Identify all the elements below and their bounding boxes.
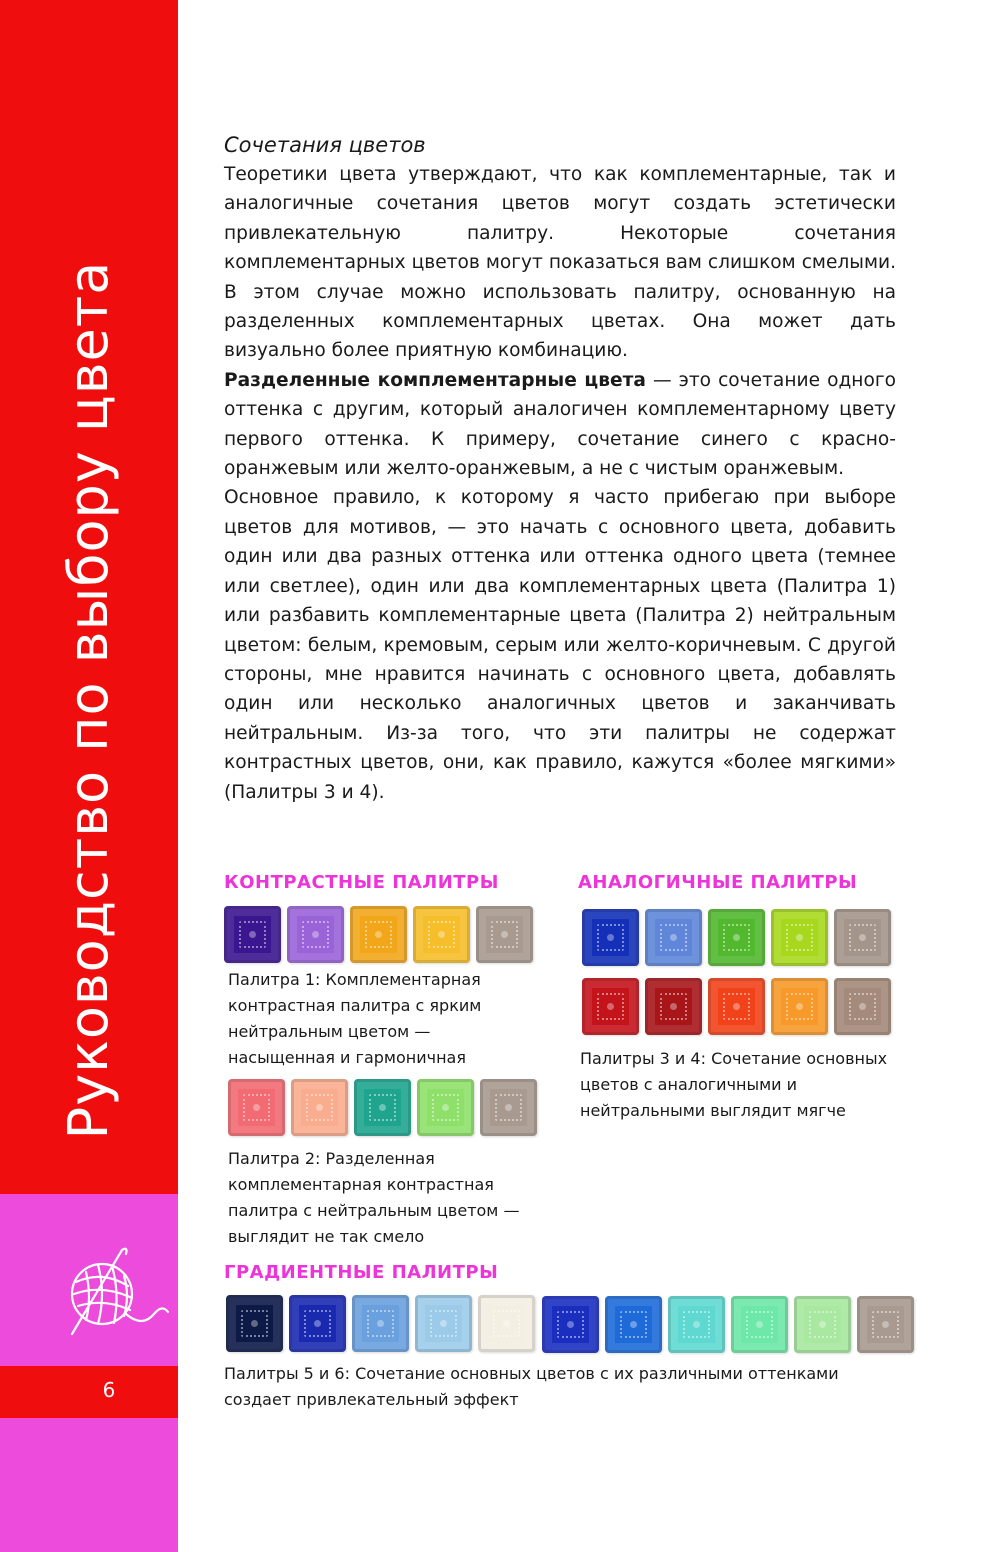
palette-1-caption: Палитра 1: Комплементарная контрастная палитра с ярким нейтральным цветом — насыщенная и гармоничная [228,970,482,1067]
crochet-square-swatch [645,909,702,966]
paragraph-1: Теоретики цвета утверждают, что как комплементарные, так и аналогичные сочетания цветов могут создать эстетически привлекательную палитру. Некоторые сочетания комплементарных цветов могут показаться вам слишком смелыми. В этом случае можно использовать палитру, основанную на разделенных комплементарных цветах. Она может дать визуально более приятную комбинацию. [224,164,896,362]
crochet-square-swatch [226,1295,283,1352]
crochet-square-swatch [771,978,828,1035]
sidebar-bottom-band [0,1418,178,1552]
palette-6-swatches [542,1296,914,1353]
crochet-square-swatch [668,1296,725,1353]
crochet-square-swatch [645,978,702,1035]
palette-34-caption: Палитры 3 и 4: Сочетание основных цветов с аналогичными и нейтральными выглядит мягче [580,1049,888,1120]
main-text-column [224,130,896,807]
paragraph-3: Основное правило, к которому я часто прибегаю при выборе цветов для мотивов, — это начать с основного цвета, добавить один или два разных оттенка или оттенка одного цвета (темнее или светлее), один или два комплементарных цвета (Палитра 1) или разбавить комплементарные цвета (Палитра 2) нейтральным цветом: белым, кремовым, серым или желто-коричневым. С другой стороны, мне нравится начинать с основного цвета, добавлять один или несколько аналогичных цветов и заканчивать нейтральным. Из-за того, что эти палитры не содержат контрастных цветов, они, как правило, кажутся «более мягкими» (Палитры 3 и 4). [224,487,896,803]
analog-palettes-heading: АНАЛОГИЧНЫЕ ПАЛИТРЫ [578,872,858,893]
crochet-square-swatch [228,1079,285,1136]
palette-5-swatches [226,1295,535,1352]
palette-1-swatches [224,906,533,963]
crochet-square-swatch [354,1079,411,1136]
crochet-square-swatch [289,1295,346,1352]
crochet-square-swatch [605,1296,662,1353]
crochet-square-swatch [480,1079,537,1136]
yarn-ball-with-hook-icon [62,1242,170,1342]
palette-2-caption: Палитра 2: Разделенная комплементарная контрастная палитра с нейтральным цветом — выглядит не так смело [228,1149,520,1246]
chapter-title-vertical: Руководство по выбору цвета [57,260,120,1140]
palette-56-caption: Палитры 5 и 6: Сочетание основных цветов с их различными оттенками создает привлекательный эффект [224,1364,839,1409]
crochet-square-swatch [352,1295,409,1352]
crochet-square-swatch [857,1296,914,1353]
palette-2-swatches [228,1079,537,1136]
paragraph-2-term: Разделенные комплементарные цвета [224,369,646,391]
palette-3-swatches [582,909,891,966]
crochet-square-swatch [708,978,765,1035]
crochet-square-swatch [771,909,828,966]
crochet-square-swatch [834,978,891,1035]
page-number: 6 [102,1378,116,1402]
crochet-square-swatch [731,1296,788,1353]
gradient-palettes-heading: ГРАДИЕНТНЫЕ ПАЛИТРЫ [224,1262,499,1283]
crochet-square-swatch [794,1296,851,1353]
palette-4-swatches [582,978,891,1035]
crochet-square-swatch [542,1296,599,1353]
crochet-square-swatch [708,909,765,966]
crochet-square-swatch [476,906,533,963]
crochet-square-swatch [291,1079,348,1136]
crochet-square-swatch [224,906,281,963]
contrast-palettes-heading: КОНТРАСТНЫЕ ПАЛИТРЫ [224,872,499,893]
crochet-square-swatch [478,1295,535,1352]
crochet-square-swatch [350,906,407,963]
crochet-square-swatch [582,978,639,1035]
paragraph-2 [224,366,896,484]
crochet-square-swatch [413,906,470,963]
section-title: Сочетания цветов [224,133,426,157]
paragraph-2-text: — это сочетание одного оттенка с другим, который аналогичен комплементарному цвету первого оттенка. К примеру, сочетание синего с красно-оранжевым или желто-оранжевым, а не с чистым оранжевым. [224,369,896,480]
crochet-square-swatch [417,1079,474,1136]
crochet-square-swatch [415,1295,472,1352]
crochet-square-swatch [582,909,639,966]
crochet-square-swatch [287,906,344,963]
crochet-square-swatch [834,909,891,966]
